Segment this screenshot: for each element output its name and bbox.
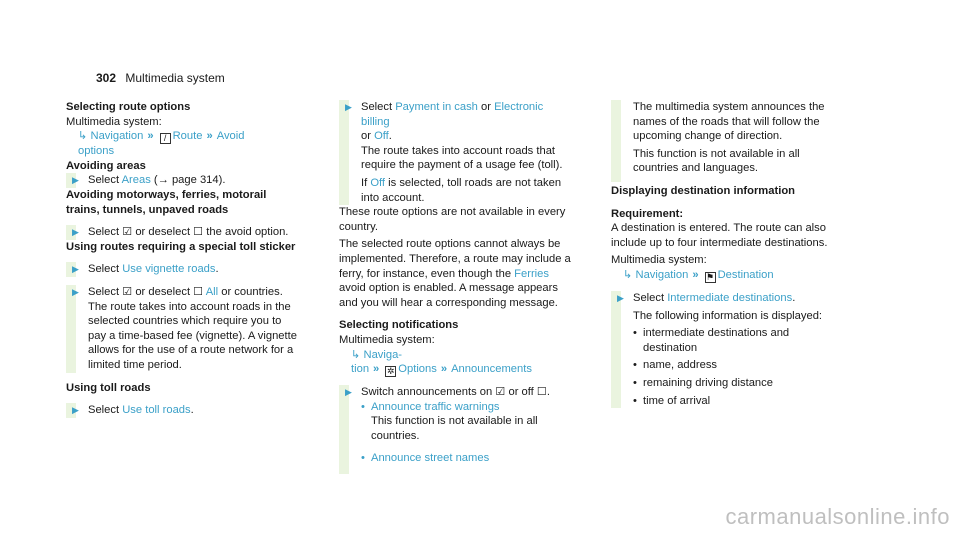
route-icon: / (160, 133, 171, 144)
double-chevron-icon: » (440, 363, 448, 376)
link-route[interactable]: Route (172, 130, 203, 143)
gear-icon: ✲ (387, 366, 395, 377)
link-navigation[interactable]: Naviga- (363, 348, 403, 361)
link-electronic-billing[interactable]: Electronic billing (361, 101, 544, 128)
heading-avoiding-areas: Avoiding areas (66, 159, 146, 172)
double-chevron-icon: » (373, 363, 380, 376)
flag-icon: ⚑ (706, 271, 715, 282)
watermark: carmanualsonline.info (725, 504, 950, 530)
step-text: . (792, 291, 796, 304)
link-avoid[interactable]: Avoid (216, 130, 245, 143)
path-arrow-icon: ↳ (351, 348, 361, 361)
link-options[interactable]: Options (398, 363, 437, 376)
play-arrow-icon: ▶ (72, 405, 79, 416)
step-text: Select (88, 263, 123, 276)
step-text: or (361, 130, 375, 143)
link-ferries[interactable]: Ferries (514, 267, 549, 280)
link-vignette[interactable]: Use vignette roads (122, 263, 216, 276)
play-arrow-icon: ▶ (345, 387, 352, 398)
play-arrow-icon: ▶ (72, 264, 79, 275)
multimedia-label: Multimedia system: (339, 333, 435, 346)
step-text: Select (88, 404, 123, 417)
menu-path (611, 268, 843, 283)
link-destination[interactable]: Destination (717, 268, 774, 281)
paragraph-text: The selected route options cannot always be implemented. Therefore, a route may include a ferry, for instance, even though the (339, 238, 571, 280)
link-navigation[interactable]: Navigation (90, 130, 144, 143)
link-off[interactable]: Off (374, 130, 389, 143)
paragraph: A destination is entered. The route can also include up to four intermediate destinations. (611, 222, 828, 249)
step (611, 291, 843, 408)
step-text: or countries. (218, 285, 283, 298)
heading-requirement: Requirement: (611, 207, 684, 220)
step-text: Select (88, 174, 122, 187)
link-navigation-cont[interactable]: tion (351, 363, 370, 376)
column-2 (339, 100, 571, 474)
paragraph-text: avoid option is enabled. A message appears and you will hear a corresponding message. (339, 282, 558, 309)
step (66, 285, 298, 373)
link-all[interactable]: All (205, 285, 219, 298)
step (339, 100, 571, 205)
step-text: If (361, 176, 371, 189)
play-arrow-icon: ▶ (72, 286, 79, 297)
list-item (361, 400, 571, 415)
heading-toll-roads: Using toll roads (66, 381, 151, 394)
heading-avoiding-motorways: Avoiding motorways, ferries, motorail trains, tunnels, unpaved roads (66, 188, 267, 216)
step-text: Select (633, 291, 668, 304)
step (66, 225, 298, 240)
paragraph: The multimedia system announces the names of the roads that will follow the upcoming change of direction. (633, 101, 825, 143)
step-text: . (190, 404, 194, 417)
multimedia-label: Multimedia system: (66, 115, 162, 128)
list-item: • remaining driving distance (633, 376, 843, 391)
play-arrow-icon: ▶ (345, 102, 352, 112)
step-text: (→ page 314). (150, 174, 226, 187)
link-street-names[interactable]: Announce street names (371, 452, 490, 465)
section-title: Multimedia system (125, 71, 225, 85)
list-item: • intermediate destinations and destination (633, 326, 843, 355)
column-1 (66, 100, 298, 418)
double-chevron-icon: » (692, 268, 699, 281)
menu-path (339, 348, 571, 378)
list-item: • name, address (633, 358, 843, 373)
step (66, 403, 298, 418)
step (66, 173, 298, 188)
step-text: Select ☑ or deselect ☐ the avoid option. (88, 226, 289, 239)
step-text: or (477, 101, 495, 113)
step-description (361, 176, 571, 205)
step-text: Select ☑ or deselect ☐ (88, 285, 206, 298)
link-areas[interactable]: Areas (121, 174, 151, 187)
heading-notifications: Selecting notifications (339, 319, 459, 332)
step (339, 385, 571, 474)
step-text: . (388, 130, 392, 143)
path-arrow-icon: ↳ (78, 130, 88, 143)
link-toll-roads[interactable]: Use toll roads (122, 404, 191, 417)
link-intermediate[interactable]: Intermediate destinations (667, 291, 793, 304)
step-description: The following information is displayed: (633, 309, 823, 322)
list-item: • time of arrival (633, 394, 843, 409)
page-number: 302 (96, 71, 117, 85)
link-traffic-warnings[interactable]: Announce traffic warnings (371, 400, 500, 413)
paragraph (339, 237, 571, 310)
play-arrow-icon: ▶ (72, 227, 79, 238)
link-announcements[interactable]: Announcements (451, 363, 532, 376)
step-text: Select (361, 101, 396, 113)
link-off[interactable]: Off (370, 176, 386, 189)
paragraph: These route options are not available in every country. (339, 206, 566, 233)
page-header (96, 71, 225, 86)
step-text: . (215, 263, 219, 276)
link-payment-cash[interactable]: Payment in cash (395, 101, 478, 113)
link-options[interactable]: options (78, 145, 115, 158)
step-description: The route takes into account roads in the selected countries which require you to pay a time-based fee (vignette). A vignette allows for the use of a route network for a limited time period. (88, 300, 297, 371)
list-item (361, 451, 571, 466)
path-arrow-icon: ↳ (623, 268, 633, 281)
step-text: Switch announcements on ☑ or off ☐. (361, 386, 551, 399)
paragraph: This function is not available in all countries and languages. (633, 147, 800, 175)
column-3 (611, 100, 843, 408)
item-description: This function is not available in all countries. (371, 415, 538, 442)
play-arrow-icon: ▶ (72, 175, 79, 186)
link-navigation[interactable]: Navigation (635, 268, 689, 281)
step-description: The route takes into account roads that require the payment of a usage fee (toll). (361, 144, 563, 172)
menu-path (66, 129, 298, 159)
heading-destination-info: Displaying destination information (611, 184, 795, 197)
double-chevron-icon: » (206, 130, 213, 143)
play-arrow-icon: ▶ (617, 292, 624, 303)
heading-toll-sticker: Using routes requiring a special toll sticker (66, 240, 296, 253)
heading-route-options: Selecting route options (66, 101, 191, 113)
step (66, 262, 298, 277)
multimedia-label: Multimedia system: (611, 254, 707, 267)
step-text: is selected, toll roads are not taken into account. (361, 176, 562, 204)
double-chevron-icon: » (147, 130, 154, 143)
